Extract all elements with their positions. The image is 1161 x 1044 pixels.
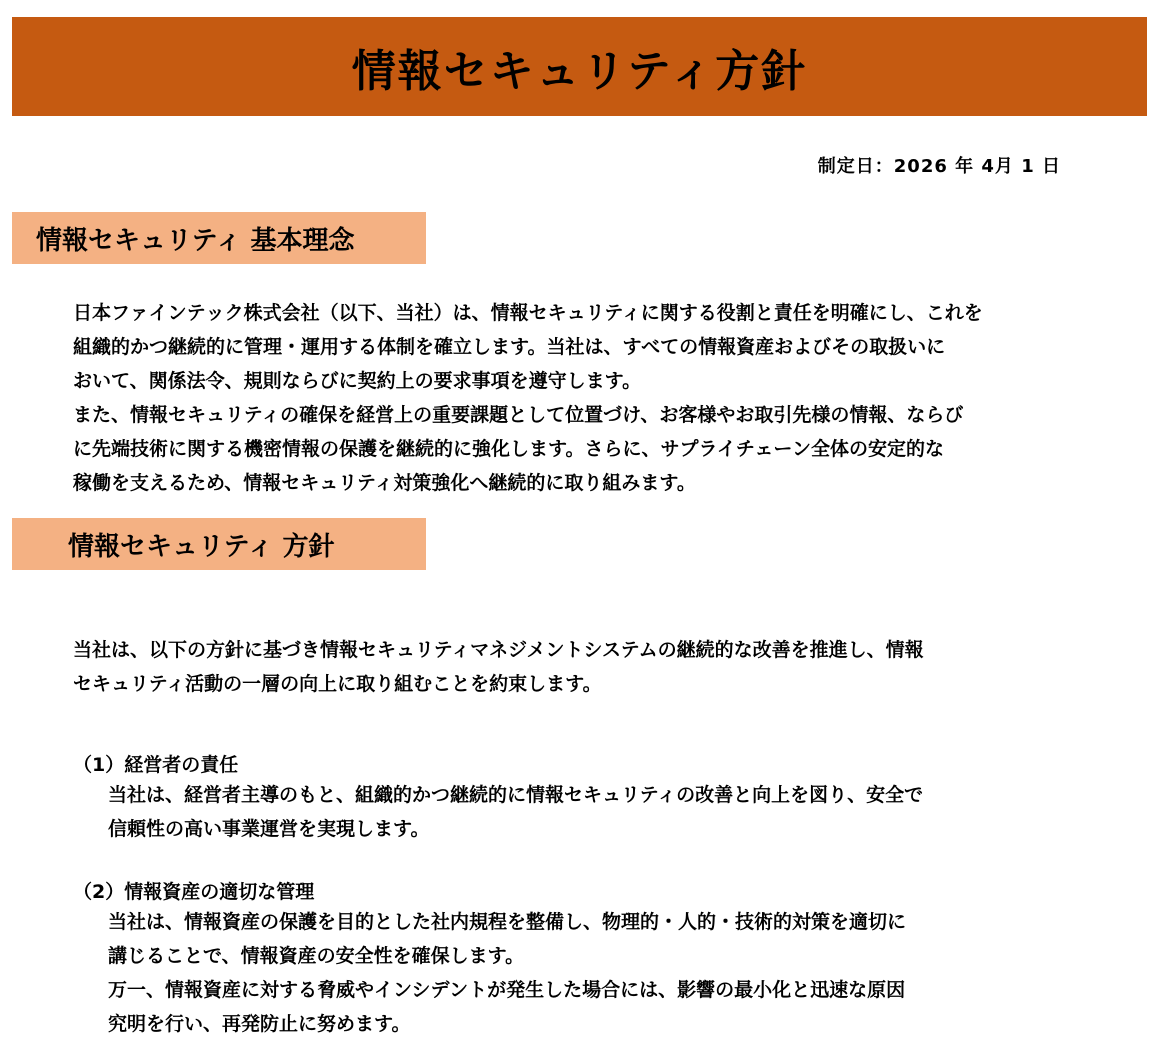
title-banner — [12, 17, 1147, 116]
page-title: 情報セキュリティ方針 — [351, 45, 808, 97]
policy-item-body — [108, 778, 923, 846]
paragraph-line: 講じることで、情報資産の安全性を確保します。 — [108, 945, 525, 967]
paragraph-line: 当社は、経営者主導のもと、組織的かつ継続的に情報セキュリティの改善と向上を図り、安全で — [108, 784, 924, 806]
paragraph-line: セキュリティ活動の一層の向上に取り組むことを約束します。 — [73, 673, 602, 695]
paragraph-line: おいて、関係法令、規則ならびに契約上の要求事項を遵守します。 — [73, 370, 642, 392]
paragraph-line: また、情報セキュリティの確保を経営上の重要課題として位置づけ、お客様やお取引先様の情報、ならび — [73, 404, 964, 426]
section-heading-principle: 情報セキュリティ 基本理念 — [12, 212, 426, 264]
paragraph-line: 万一、情報資産に対する脅威やインシデントが発生した場合には、影響の最小化と迅速な原因 — [108, 979, 906, 1001]
paragraph-line: 稼働を支えるため、情報セキュリティ対策強化へ継続的に取り組みます。 — [73, 472, 696, 494]
paragraph-line: 日本ファインテック株式会社（以下、当社）は、情報セキュリティに関する役割と責任を明確にし、これを — [73, 302, 983, 324]
policy-item-title: （2）情報資産の適切な管理 — [73, 881, 315, 903]
policy-item-title: （1）経営者の責任 — [73, 754, 239, 776]
paragraph-line: に先端技術に関する機密情報の保護を継続的に強化します。さらに、サプライチェーン全体の安定的な — [73, 438, 944, 460]
paragraph-line: 究明を行い、再発防止に努めます。 — [108, 1013, 411, 1035]
principle-paragraph — [73, 296, 983, 500]
policy-intro-paragraph — [73, 633, 924, 701]
paragraph-line: 組織的かつ継続的に管理・運用する体制を確立します。当社は、すべての情報資産およびその取扱いに — [73, 336, 946, 358]
paragraph-line: 当社は、以下の方針に基づき情報セキュリティマネジメントシステムの継続的な改善を推進し、情報 — [73, 639, 924, 661]
established-date: 制定日：2026 年 4月 1 日 — [817, 156, 1061, 177]
paragraph-line: 信頼性の高い事業運営を実現します。 — [108, 818, 430, 840]
paragraph-line: 当社は、情報資産の保護を目的とした社内規程を整備し、物理的・人的・技術的対策を適切に — [108, 911, 907, 933]
section-heading-policy: 情報セキュリティ 方針 — [12, 518, 426, 570]
policy-item-body — [108, 905, 906, 1041]
